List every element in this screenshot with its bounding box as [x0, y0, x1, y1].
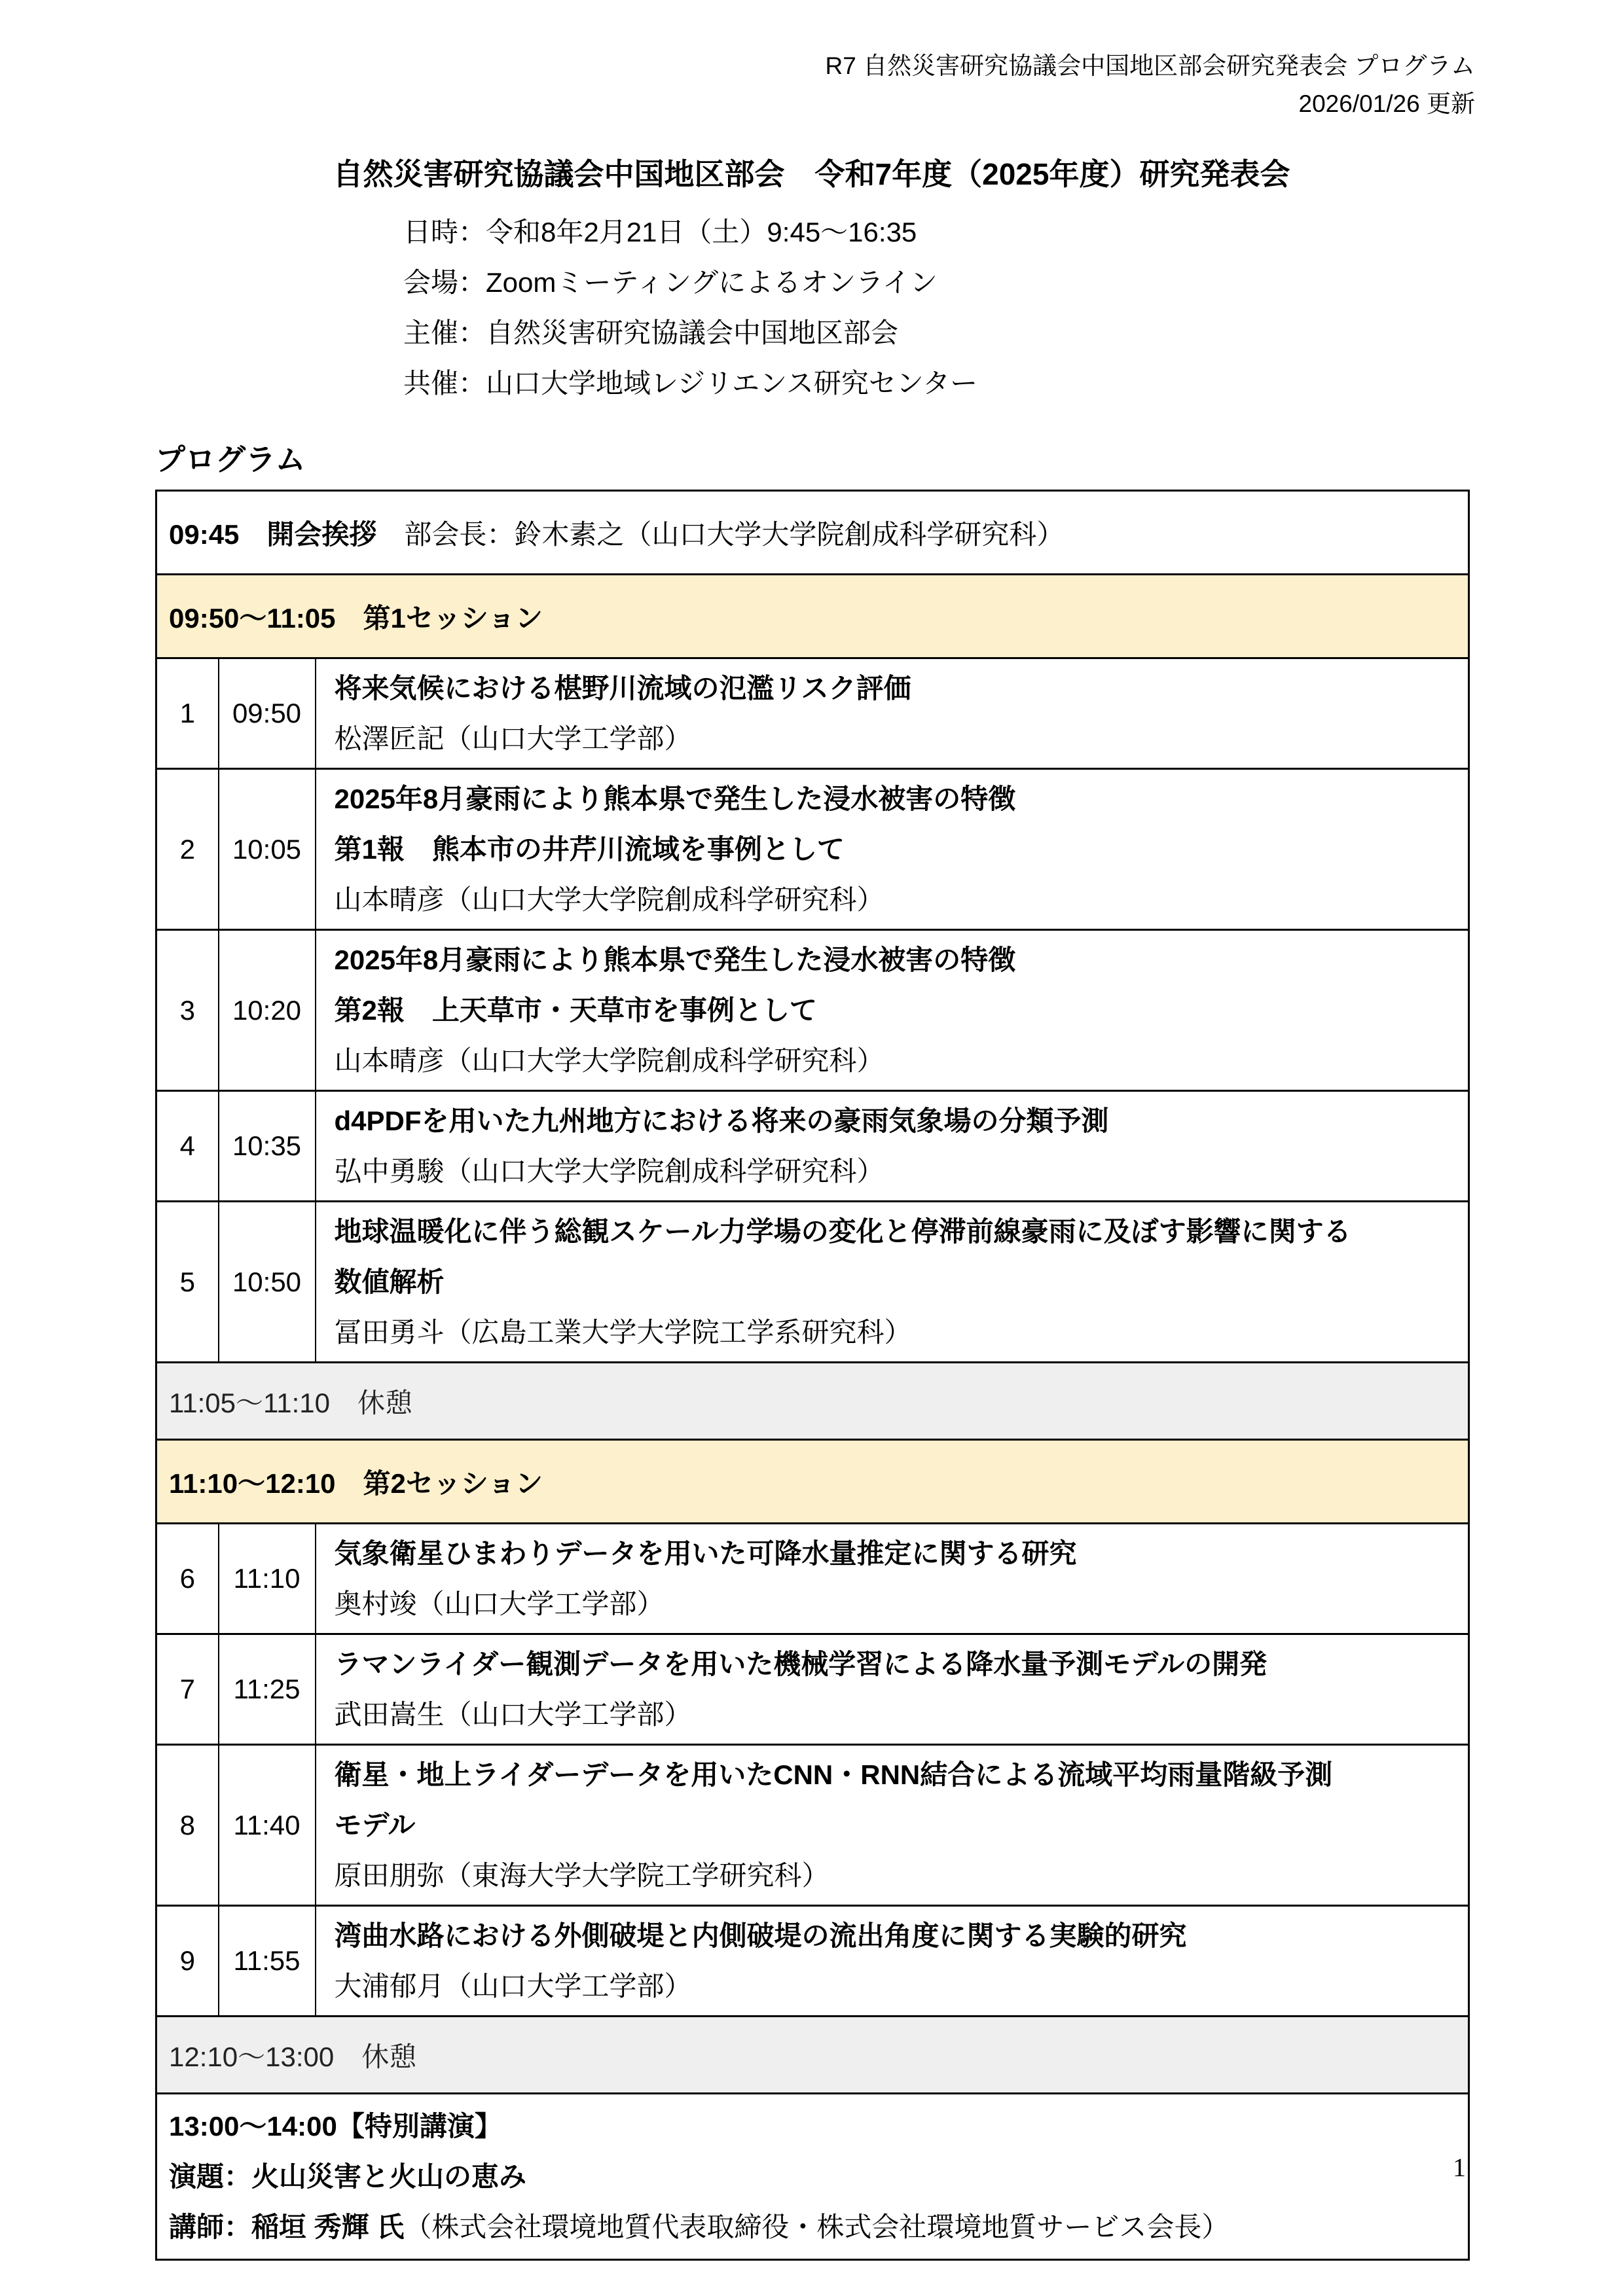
talk-number: 3 — [156, 930, 219, 1091]
talk-number: 7 — [156, 1634, 219, 1745]
header-updated-date: 2026/01/26 更新 — [1298, 90, 1475, 117]
talk-content — [316, 1906, 1469, 2017]
row-talk — [156, 1524, 1469, 1634]
talk-time: 11:55 — [219, 1906, 316, 2017]
talk-presenter: 奥村竣（山口大学工学部） — [334, 1588, 665, 1619]
talk-title: 数値解析 — [334, 1266, 445, 1297]
talk-presenter: 原田朋弥（東海大学大学院工学研究科） — [334, 1860, 830, 1891]
talk-content — [316, 930, 1469, 1091]
talk-title: 2025年8月豪雨により熊本県で発生した浸水被害の特徴 — [334, 783, 1016, 814]
talk-time: 11:40 — [219, 1745, 316, 1906]
bold-text: 講師：稲垣 秀輝 氏 — [169, 2212, 405, 2242]
talk-content — [316, 1091, 1469, 1202]
info-cosponsor: 共催：山口大学地域レジリエンス研究センター — [403, 368, 978, 399]
row-session — [156, 1440, 1469, 1524]
talk-time: 11:25 — [219, 1634, 316, 1745]
special-line — [169, 2202, 1455, 2252]
talk-presenter: 弘中勇駿（山口大学大学院創成科学研究科） — [334, 1156, 884, 1187]
talk-number: 9 — [156, 1906, 219, 2017]
row-talk — [156, 658, 1469, 769]
break-cell: 12:10～13:00 休憩 — [156, 2017, 1469, 2094]
talk-presenter: 冨田勇斗（広島工業大学大学院工学系研究科） — [334, 1317, 912, 1348]
talk-number: 2 — [156, 769, 219, 930]
page-header — [0, 0, 1623, 123]
bold-text: 13:00～14:00【特別講演】 — [169, 2111, 502, 2142]
header-line-1: R7 自然災害研究協議会中国地区部会研究発表会 プログラム — [825, 52, 1475, 79]
talk-time: 11:10 — [219, 1524, 316, 1634]
row-talk — [156, 1634, 1469, 1745]
talk-time: 10:05 — [219, 769, 316, 930]
talk-content — [316, 1202, 1469, 1363]
talk-number: 1 — [156, 658, 219, 769]
talk-title: 衛星・地上ライダーデータを用いたCNN・RNN結合による流域平均雨量階級予測 — [334, 1759, 1333, 1790]
special-line — [169, 2101, 1455, 2151]
talk-time: 09:50 — [219, 658, 316, 769]
page-number: 1 — [1453, 2153, 1466, 2182]
program-table — [155, 490, 1470, 2261]
row-break — [156, 2017, 1469, 2094]
talk-presenter: 武田嵩生（山口大学工学部） — [334, 1699, 692, 1730]
talk-title: 第2報 上天草市・天草市を事例として — [334, 995, 817, 1026]
doc-title: 自然災害研究協議会中国地区部会 令和7年度（2025年度）研究発表会 — [333, 157, 1290, 191]
bold-text: 09:45 開会挨拶 — [169, 518, 377, 550]
special-cell — [156, 2094, 1469, 2260]
row-talk — [156, 1906, 1469, 2017]
talk-content — [316, 1524, 1469, 1634]
row-session — [156, 575, 1469, 658]
talk-title: d4PDFを用いた九州地方における将来の豪雨気象場の分類予測 — [334, 1105, 1109, 1136]
talk-number: 8 — [156, 1745, 219, 1906]
regular-text: 部会長：鈴木素之（山口大学大学院創成科学研究科） — [376, 518, 1065, 550]
row-talk — [156, 1745, 1469, 1906]
program-heading: プログラム — [155, 442, 306, 476]
info-datetime: 日時：令和8年2月21日（土）9:45～16:35 — [403, 217, 917, 247]
talk-title: 気象衛星ひまわりデータを用いた可降水量推定に関する研究 — [334, 1538, 1077, 1569]
talk-time: 10:20 — [219, 930, 316, 1091]
info-venue: 会場：Zoomミーティングによるオンライン — [403, 267, 938, 298]
talk-title: モデル — [334, 1810, 416, 1840]
talk-title: 2025年8月豪雨により熊本県で発生した浸水被害の特徴 — [334, 944, 1016, 975]
talk-title: 第1報 熊本市の井芹川流域を事例として — [334, 834, 845, 865]
talk-presenter: 山本晴彦（山口大学大学院創成科学研究科） — [334, 884, 884, 915]
info-organizer: 主催：自然災害研究協議会中国地区部会 — [403, 317, 899, 348]
row-special — [156, 2094, 1469, 2260]
talk-number: 5 — [156, 1202, 219, 1363]
row-talk — [156, 930, 1469, 1091]
session-cell: 09:50～11:05 第1セッション — [156, 575, 1469, 658]
talk-content — [316, 1745, 1469, 1906]
talk-presenter: 大浦郁月（山口大学工学部） — [334, 1971, 692, 2001]
talk-presenter: 松澤匠記（山口大学工学部） — [334, 723, 692, 754]
talk-content — [316, 1634, 1469, 1745]
talk-content — [316, 769, 1469, 930]
special-line — [169, 2151, 1455, 2202]
talk-title: ラマンライダー観測データを用いた機械学習による降水量予測モデルの開発 — [334, 1649, 1267, 1679]
regular-text: （株式会社環境地質代表取締役・株式会社環境地質サービス会長） — [404, 2212, 1230, 2242]
row-talk — [156, 1091, 1469, 1202]
row-talk — [156, 769, 1469, 930]
row-opening — [156, 491, 1469, 575]
talk-time: 10:35 — [219, 1091, 316, 1202]
talk-time: 10:50 — [219, 1202, 316, 1363]
talk-title: 将来気候における椹野川流域の氾濫リスク評価 — [334, 673, 911, 704]
session-cell: 11:10～12:10 第2セッション — [156, 1440, 1469, 1524]
talk-title: 湾曲水路における外側破堤と内側破堤の流出角度に関する実験的研究 — [334, 1920, 1187, 1951]
talk-title: 地球温暖化に伴う総観スケール力学場の変化と停滞前線豪雨に及ぼす影響に関する — [334, 1216, 1351, 1247]
talk-presenter: 山本晴彦（山口大学大学院創成科学研究科） — [334, 1045, 884, 1076]
break-cell: 11:05～11:10 休憩 — [156, 1363, 1469, 1440]
talk-number: 4 — [156, 1091, 219, 1202]
event-info-block — [403, 207, 1623, 408]
talk-content — [316, 658, 1469, 769]
talk-number: 6 — [156, 1524, 219, 1634]
bold-text: 演題：火山災害と火山の恵み — [169, 2161, 527, 2192]
row-talk — [156, 1202, 1469, 1363]
row-break — [156, 1363, 1469, 1440]
opening-cell — [156, 491, 1469, 575]
